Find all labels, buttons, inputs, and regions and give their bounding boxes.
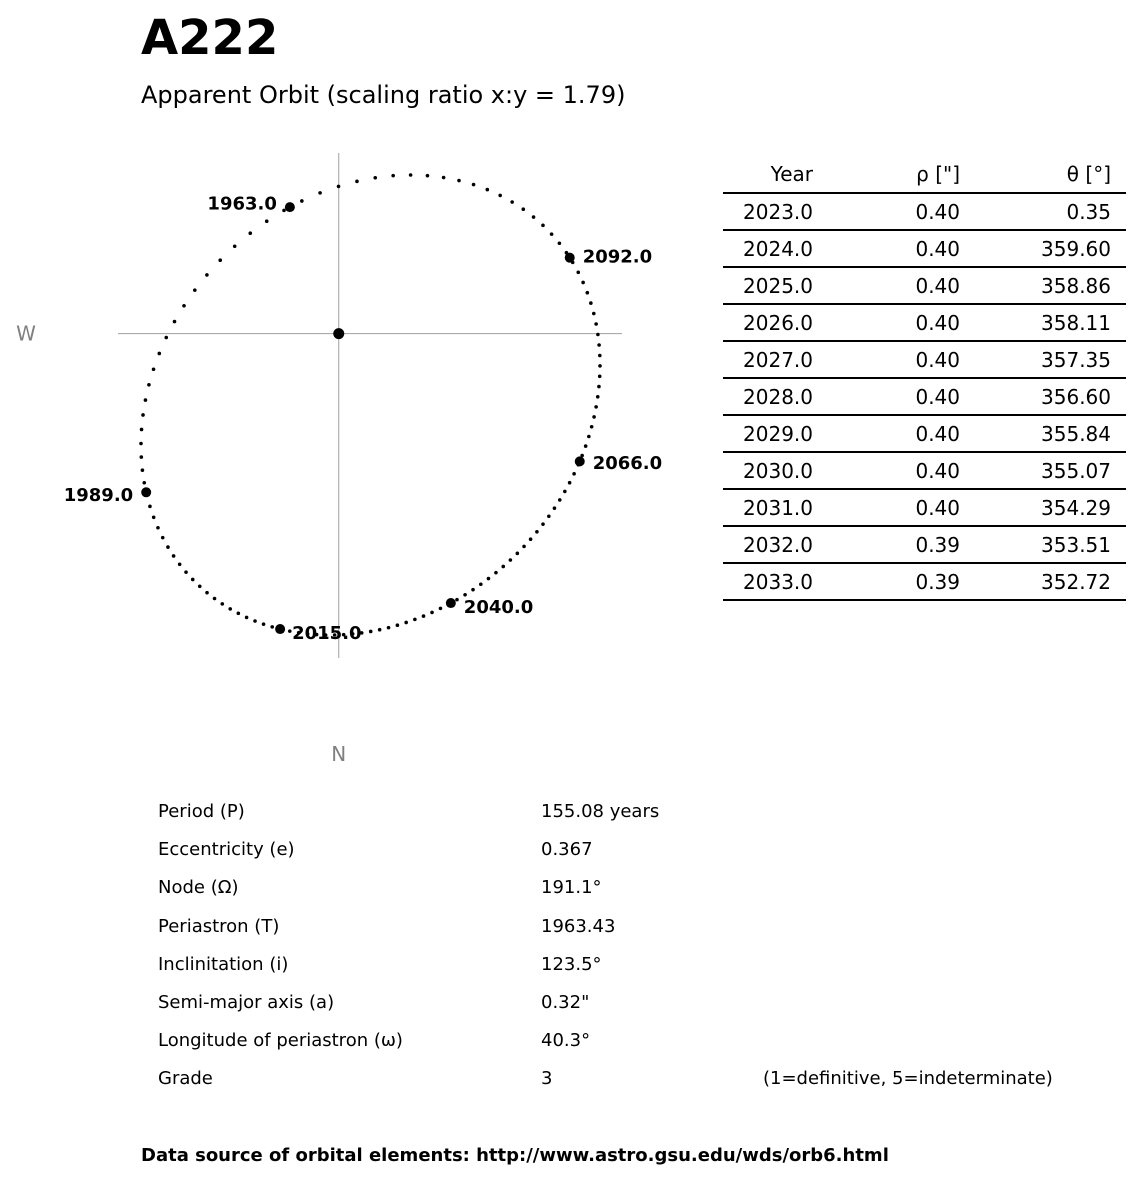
table-row: [723, 526, 1126, 563]
epoch-label: 1989.0: [63, 484, 134, 506]
orbit-point: [598, 354, 602, 358]
cell-year: 2023.0: [723, 193, 813, 230]
orbit-point: [373, 176, 377, 180]
table-row: [723, 563, 1126, 600]
orbit-point: [404, 621, 408, 625]
chart-subtitle: Apparent Orbit (scaling ratio x:y = 1.79): [141, 81, 626, 109]
orbit-point: [369, 630, 373, 634]
orbit-point: [213, 597, 217, 601]
table-row: [723, 267, 1126, 304]
epoch-point: [575, 456, 585, 466]
orbit-point: [141, 413, 145, 417]
orbit-point: [265, 219, 269, 223]
orbit-point: [598, 364, 602, 368]
orbit-point: [592, 415, 596, 419]
cell-theta: 355.84: [960, 415, 1111, 452]
orbit-point: [182, 304, 186, 308]
cell-theta: 357.35: [960, 341, 1111, 378]
element-label: Grade: [158, 1068, 213, 1090]
orbit-point: [521, 207, 525, 211]
orbit-point: [509, 558, 513, 562]
epoch-label: 2092.0: [582, 246, 653, 268]
orbit-point: [300, 199, 304, 203]
orbit-point: [590, 425, 594, 429]
cell-rho: 0.40: [813, 378, 960, 415]
orbit-point: [572, 472, 576, 476]
orbit-point: [589, 301, 593, 305]
orbit-point: [510, 200, 514, 204]
orbit-point: [161, 536, 165, 540]
orbit-point: [584, 444, 588, 448]
orbit-point: [471, 588, 475, 592]
orbit-point: [522, 545, 526, 549]
orbit-point: [563, 490, 567, 494]
cell-rho: 0.40: [813, 267, 960, 304]
orbit-point: [596, 395, 600, 399]
epoch-point: [275, 624, 285, 634]
orbit-point: [455, 598, 459, 602]
cell-theta: 355.07: [960, 452, 1111, 489]
orbit-point: [558, 241, 562, 245]
epoch-label: 2040.0: [463, 596, 534, 618]
cell-year: 2029.0: [723, 415, 813, 452]
cell-rho: 0.39: [813, 526, 960, 563]
orbit-point: [378, 628, 382, 632]
grade-note: (1=definitive, 5=indeterminate): [763, 1068, 1053, 1090]
orbit-point: [486, 188, 490, 192]
element-value: 0.32": [541, 992, 590, 1013]
element-value: 191.1°: [541, 877, 602, 899]
col-theta-header: θ [°]: [960, 156, 1111, 193]
orbit-point: [270, 625, 274, 629]
element-value: 40.3°: [541, 1030, 591, 1052]
orbit-point: [198, 585, 202, 589]
orbit-point: [218, 258, 222, 262]
orbit-point: [457, 179, 461, 183]
orbit-point: [147, 383, 151, 387]
orbit-point: [387, 626, 391, 630]
orbit-point: [597, 385, 601, 389]
col-rho-header: ρ ["]: [813, 156, 960, 193]
table-row: [723, 489, 1126, 526]
orbit-point: [355, 180, 359, 184]
orbit-point: [413, 618, 417, 622]
orbit-axes: [118, 153, 622, 658]
cell-year: 2028.0: [723, 378, 813, 415]
orbit-point: [205, 591, 209, 595]
orbit-point: [598, 375, 602, 379]
cell-theta: 358.11: [960, 304, 1111, 341]
orbit-point: [262, 622, 266, 626]
orbit-point: [581, 281, 585, 285]
orbit-point: [541, 224, 545, 228]
epoch-point: [446, 598, 456, 608]
epoch-label: 2066.0: [592, 453, 663, 475]
cell-theta: 352.72: [960, 563, 1111, 600]
primary-star: [333, 328, 344, 339]
table-row: [723, 193, 1126, 230]
cell-rho: 0.40: [813, 489, 960, 526]
cell-year: 2024.0: [723, 230, 813, 267]
element-label: Node (Ω): [158, 877, 239, 899]
cell-rho: 0.40: [813, 304, 960, 341]
orbit-point: [164, 336, 168, 340]
orbit-point: [184, 570, 188, 574]
cell-year: 2031.0: [723, 489, 813, 526]
orbit-point: [594, 405, 598, 409]
orbit-point: [547, 514, 551, 518]
epoch-point: [285, 202, 295, 212]
table-row: [723, 378, 1126, 415]
element-label: Eccentricity (e): [158, 839, 295, 861]
orbit-point: [139, 442, 143, 446]
orbit-point: [396, 623, 400, 627]
orbit-point: [156, 526, 160, 530]
orbit-point: [597, 343, 601, 347]
orbit-point: [442, 176, 446, 180]
orbit-point: [498, 194, 502, 198]
orbit-point: [550, 232, 554, 236]
orbit-point: [148, 505, 152, 509]
orbit-point: [157, 352, 161, 356]
epoch-point: [141, 487, 151, 497]
orbit-point: [140, 428, 144, 432]
orbit-point: [282, 209, 286, 213]
orbit-point: [587, 435, 591, 439]
data-source-note: Data source of orbital elements: http://www.astro.gsu.edu/wds/orb6.html: [141, 1145, 889, 1166]
orbit-point: [245, 616, 249, 620]
orbit-point: [596, 333, 600, 337]
orbit-point: [233, 244, 237, 248]
orbit-point: [494, 571, 498, 575]
ephemeris-header-row: [723, 156, 1126, 193]
orbit-point: [253, 619, 257, 623]
orbit-point: [487, 577, 491, 581]
element-label: Longitude of periastron (ω): [158, 1030, 403, 1052]
element-value: 0.367: [541, 839, 593, 861]
element-value: 123.5°: [541, 953, 602, 975]
ephemeris-body: [723, 193, 1126, 600]
orbit-point: [576, 271, 580, 275]
orbit-point: [173, 320, 177, 324]
element-value: 3: [541, 1068, 553, 1090]
cell-theta: 354.29: [960, 489, 1111, 526]
col-year-header: Year: [723, 156, 813, 193]
element-value: 155.08 years: [541, 801, 660, 822]
orbit-point: [220, 602, 224, 606]
orbit-point: [501, 565, 505, 569]
cell-theta: 356.60: [960, 378, 1111, 415]
cell-year: 2033.0: [723, 563, 813, 600]
element-label: Semi-major axis (a): [158, 992, 335, 1013]
orbit-point: [178, 562, 182, 566]
cell-rho: 0.39: [813, 563, 960, 600]
orbit-point: [144, 398, 148, 402]
cell-rho: 0.40: [813, 341, 960, 378]
orbit-point: [430, 611, 434, 615]
orbit-point: [152, 367, 156, 371]
cell-theta: 353.51: [960, 526, 1111, 563]
orbit-point: [205, 273, 209, 277]
epoch-point: [565, 253, 575, 263]
orbit-point: [288, 629, 292, 633]
table-row: [723, 415, 1126, 452]
orbit-point: [337, 185, 341, 189]
orbit-point: [318, 191, 322, 195]
table-row: [723, 304, 1126, 341]
element-label: Periastron (T): [158, 915, 280, 937]
orbit-point: [237, 612, 241, 616]
orbit-path: [139, 173, 602, 637]
orbit-point: [553, 506, 557, 510]
orbit-point: [439, 607, 443, 611]
orbit-point: [141, 468, 145, 472]
orbit-point: [568, 481, 572, 485]
orbit-point: [479, 582, 483, 586]
orbit-point: [191, 578, 195, 582]
cell-year: 2025.0: [723, 267, 813, 304]
cell-year: 2027.0: [723, 341, 813, 378]
west-label: W: [16, 321, 36, 346]
cell-rho: 0.40: [813, 415, 960, 452]
north-label: N: [331, 742, 347, 766]
orbit-point: [535, 530, 539, 534]
epoch-marks: [64, 193, 662, 644]
orbit-point: [193, 288, 197, 292]
cell-year: 2030.0: [723, 452, 813, 489]
orbit-point: [472, 183, 476, 187]
orbit-point: [541, 522, 545, 526]
cell-year: 2026.0: [723, 304, 813, 341]
orbit-point: [422, 614, 426, 618]
epoch-label: 2015.0: [292, 623, 362, 644]
orbit-point: [140, 455, 144, 459]
orbit-point: [594, 322, 598, 326]
cell-rho: 0.40: [813, 452, 960, 489]
orbit-point: [592, 312, 596, 316]
orbit-point: [166, 545, 170, 549]
orbit-point: [409, 173, 413, 177]
table-row: [723, 230, 1126, 267]
orbit-point: [228, 607, 232, 611]
cell-theta: 359.60: [960, 230, 1111, 267]
orbit-point: [516, 552, 520, 556]
orbit-point: [152, 516, 156, 520]
orbit-point: [558, 498, 562, 502]
element-label: Inclinitation (i): [158, 953, 289, 975]
cell-rho: 0.40: [813, 230, 960, 267]
cell-theta: 358.86: [960, 267, 1111, 304]
epoch-label: 1963.0: [207, 193, 277, 215]
cell-year: 2032.0: [723, 526, 813, 563]
element-value: 1963.43: [541, 915, 616, 937]
cell-theta: 0.35: [960, 193, 1111, 230]
orbit-point: [586, 291, 590, 295]
orbit-point: [426, 174, 430, 178]
orbit-point: [142, 481, 146, 485]
orbit-point: [529, 537, 533, 541]
cell-rho: 0.40: [813, 193, 960, 230]
ephemeris-table: [723, 156, 1126, 601]
orbit-point: [248, 231, 252, 235]
element-label: Period (P): [158, 801, 245, 822]
table-row: [723, 452, 1126, 489]
orbit-point: [391, 174, 395, 178]
page-title: A222: [141, 10, 279, 66]
orbit-point: [172, 554, 176, 558]
table-row: [723, 341, 1126, 378]
orbit-point: [532, 215, 536, 219]
